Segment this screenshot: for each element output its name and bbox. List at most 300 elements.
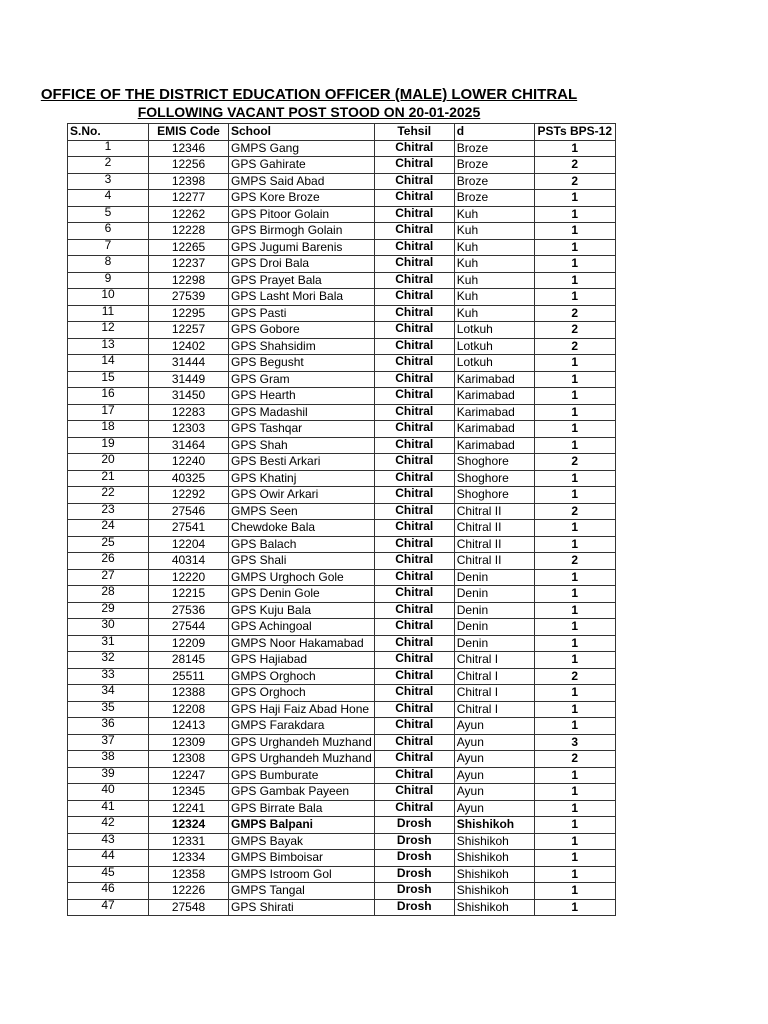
table-row	[68, 553, 616, 570]
cell-emis-code: 27546	[149, 503, 229, 520]
cell-sno: 31	[68, 635, 149, 652]
title-line-2: FOLLOWING VACANT POST STOOD ON 20-01-2025	[137, 104, 481, 120]
cell-sno: 35	[68, 701, 149, 718]
cell-school: GPS Achingoal	[229, 619, 375, 636]
cell-d: Broze	[454, 157, 534, 174]
cell-emis-code: 40325	[149, 470, 229, 487]
cell-tehsil: Chitral	[374, 437, 454, 454]
cell-tehsil: Chitral	[374, 140, 454, 157]
cell-emis-code: 12292	[149, 487, 229, 504]
cell-emis-code: 12283	[149, 404, 229, 421]
cell-tehsil: Chitral	[374, 404, 454, 421]
table-row	[68, 520, 616, 537]
cell-psts: 1	[534, 239, 615, 256]
cell-sno: 11	[68, 305, 149, 322]
cell-tehsil: Chitral	[374, 256, 454, 273]
cell-school: GMPS Said Abad	[229, 173, 375, 190]
cell-emis-code: 27541	[149, 520, 229, 537]
cell-psts: 1	[534, 833, 615, 850]
cell-sno: 10	[68, 289, 149, 306]
cell-d: Kuh	[454, 239, 534, 256]
cell-d: Karimabad	[454, 421, 534, 438]
header-tehsil: Tehsil	[374, 124, 454, 141]
table-row	[68, 256, 616, 273]
table-row	[68, 569, 616, 586]
cell-school: GMPS Orghoch	[229, 668, 375, 685]
cell-d: Karimabad	[454, 388, 534, 405]
cell-tehsil: Chitral	[374, 371, 454, 388]
cell-sno: 21	[68, 470, 149, 487]
cell-d: Shishikoh	[454, 883, 534, 900]
table-row	[68, 503, 616, 520]
table-row	[68, 602, 616, 619]
cell-psts: 1	[534, 355, 615, 372]
cell-d: Chitral I	[454, 668, 534, 685]
cell-d: Karimabad	[454, 437, 534, 454]
cell-emis-code: 12331	[149, 833, 229, 850]
cell-psts: 1	[534, 536, 615, 553]
cell-sno: 30	[68, 619, 149, 636]
cell-sno: 34	[68, 685, 149, 702]
cell-sno: 5	[68, 206, 149, 223]
cell-d: Denin	[454, 602, 534, 619]
cell-sno: 38	[68, 751, 149, 768]
cell-d: Shishikoh	[454, 866, 534, 883]
cell-psts: 1	[534, 635, 615, 652]
cell-d: Ayun	[454, 784, 534, 801]
cell-d: Shoghore	[454, 454, 534, 471]
cell-emis-code: 27544	[149, 619, 229, 636]
cell-school: GPS Gobore	[229, 322, 375, 339]
table-row	[68, 734, 616, 751]
cell-d: Shishikoh	[454, 817, 534, 834]
cell-emis-code: 12256	[149, 157, 229, 174]
table-row	[68, 223, 616, 240]
cell-school: GPS Madashil	[229, 404, 375, 421]
cell-emis-code: 12220	[149, 569, 229, 586]
cell-school: GMPS Gang	[229, 140, 375, 157]
cell-tehsil: Chitral	[374, 454, 454, 471]
cell-school: GPS Bumburate	[229, 767, 375, 784]
table-row	[68, 190, 616, 207]
cell-tehsil: Drosh	[374, 866, 454, 883]
table-row	[68, 701, 616, 718]
cell-d: Ayun	[454, 767, 534, 784]
cell-sno: 16	[68, 388, 149, 405]
cell-d: Denin	[454, 569, 534, 586]
table-row	[68, 899, 616, 916]
cell-psts: 2	[534, 322, 615, 339]
cell-tehsil: Chitral	[374, 272, 454, 289]
cell-sno: 26	[68, 553, 149, 570]
table-row	[68, 833, 616, 850]
cell-emis-code: 12257	[149, 322, 229, 339]
cell-sno: 32	[68, 652, 149, 669]
cell-d: Ayun	[454, 718, 534, 735]
cell-d: Lotkuh	[454, 355, 534, 372]
cell-psts: 1	[534, 817, 615, 834]
cell-school: GPS Shirati	[229, 899, 375, 916]
table-row	[68, 487, 616, 504]
cell-emis-code: 31444	[149, 355, 229, 372]
cell-emis-code: 31449	[149, 371, 229, 388]
cell-psts: 1	[534, 272, 615, 289]
vacant-posts-table	[67, 123, 616, 916]
cell-tehsil: Chitral	[374, 553, 454, 570]
cell-emis-code: 31450	[149, 388, 229, 405]
cell-psts: 1	[534, 899, 615, 916]
cell-tehsil: Chitral	[374, 289, 454, 306]
cell-sno: 14	[68, 355, 149, 372]
cell-sno: 37	[68, 734, 149, 751]
cell-psts: 1	[534, 289, 615, 306]
cell-tehsil: Chitral	[374, 388, 454, 405]
cell-d: Karimabad	[454, 371, 534, 388]
table-row	[68, 668, 616, 685]
cell-school: GPS Gram	[229, 371, 375, 388]
cell-d: Chitral I	[454, 701, 534, 718]
cell-d: Ayun	[454, 734, 534, 751]
cell-tehsil: Chitral	[374, 602, 454, 619]
cell-sno: 45	[68, 866, 149, 883]
cell-d: Broze	[454, 140, 534, 157]
cell-sno: 17	[68, 404, 149, 421]
cell-psts: 2	[534, 668, 615, 685]
table-row	[68, 784, 616, 801]
cell-school: GPS Khatinj	[229, 470, 375, 487]
table-row	[68, 173, 616, 190]
cell-psts: 1	[534, 883, 615, 900]
table-row	[68, 289, 616, 306]
cell-tehsil: Chitral	[374, 421, 454, 438]
cell-psts: 1	[534, 388, 615, 405]
table-row	[68, 800, 616, 817]
cell-emis-code: 12228	[149, 223, 229, 240]
table-body	[68, 140, 616, 916]
table-row	[68, 404, 616, 421]
cell-psts: 1	[534, 866, 615, 883]
table-row	[68, 355, 616, 372]
cell-school: GPS Jugumi Barenis	[229, 239, 375, 256]
cell-sno: 20	[68, 454, 149, 471]
cell-psts: 2	[534, 553, 615, 570]
cell-psts: 3	[534, 734, 615, 751]
cell-psts: 1	[534, 619, 615, 636]
cell-d: Chitral I	[454, 685, 534, 702]
cell-psts: 1	[534, 685, 615, 702]
cell-school: GPS Hajiabad	[229, 652, 375, 669]
cell-sno: 22	[68, 487, 149, 504]
cell-sno: 4	[68, 190, 149, 207]
cell-d: Lotkuh	[454, 322, 534, 339]
cell-d: Chitral II	[454, 503, 534, 520]
cell-psts: 1	[534, 470, 615, 487]
table-row	[68, 421, 616, 438]
header-sno: S.No.	[68, 124, 149, 141]
cell-tehsil: Chitral	[374, 239, 454, 256]
table-row	[68, 866, 616, 883]
cell-d: Shishikoh	[454, 850, 534, 867]
cell-school: GMPS Istroom Gol	[229, 866, 375, 883]
cell-sno: 1	[68, 140, 149, 157]
cell-tehsil: Chitral	[374, 470, 454, 487]
cell-tehsil: Chitral	[374, 487, 454, 504]
cell-tehsil: Chitral	[374, 701, 454, 718]
cell-tehsil: Chitral	[374, 536, 454, 553]
cell-emis-code: 12413	[149, 718, 229, 735]
cell-psts: 1	[534, 404, 615, 421]
cell-d: Kuh	[454, 223, 534, 240]
table-row	[68, 437, 616, 454]
table-row	[68, 767, 616, 784]
cell-school: GPS Gahirate	[229, 157, 375, 174]
cell-tehsil: Drosh	[374, 833, 454, 850]
cell-tehsil: Chitral	[374, 520, 454, 537]
cell-school: GPS Pasti	[229, 305, 375, 322]
cell-psts: 2	[534, 751, 615, 768]
cell-school: GMPS Balpani	[229, 817, 375, 834]
title-line-1: OFFICE OF THE DISTRICT EDUCATION OFFICER (MALE) LOWER CHITRAL	[40, 86, 578, 103]
cell-sno: 18	[68, 421, 149, 438]
cell-school: GPS Shah	[229, 437, 375, 454]
cell-school: GPS Gambak Payeen	[229, 784, 375, 801]
table-row	[68, 751, 616, 768]
cell-tehsil: Chitral	[374, 718, 454, 735]
table-row	[68, 140, 616, 157]
cell-psts: 2	[534, 305, 615, 322]
cell-school: GPS Haji Faiz Abad Hone	[229, 701, 375, 718]
cell-tehsil: Chitral	[374, 635, 454, 652]
cell-emis-code: 40314	[149, 553, 229, 570]
header-school: School	[229, 124, 375, 141]
table-row	[68, 536, 616, 553]
cell-d: Ayun	[454, 800, 534, 817]
header-psts: PSTs BPS-12	[534, 124, 615, 141]
cell-psts: 2	[534, 338, 615, 355]
cell-psts: 1	[534, 520, 615, 537]
cell-psts: 2	[534, 503, 615, 520]
table-row	[68, 272, 616, 289]
table-row	[68, 338, 616, 355]
cell-d: Broze	[454, 173, 534, 190]
cell-tehsil: Chitral	[374, 800, 454, 817]
cell-psts: 2	[534, 173, 615, 190]
cell-sno: 33	[68, 668, 149, 685]
cell-d: Chitral II	[454, 520, 534, 537]
cell-psts: 1	[534, 421, 615, 438]
cell-sno: 7	[68, 239, 149, 256]
cell-school: GPS Shali	[229, 553, 375, 570]
cell-emis-code: 12334	[149, 850, 229, 867]
cell-emis-code: 28145	[149, 652, 229, 669]
cell-emis-code: 12226	[149, 883, 229, 900]
cell-emis-code: 12204	[149, 536, 229, 553]
cell-d: Broze	[454, 190, 534, 207]
table-row	[68, 322, 616, 339]
cell-tehsil: Chitral	[374, 173, 454, 190]
table-row	[68, 685, 616, 702]
cell-school: GPS Kore Broze	[229, 190, 375, 207]
cell-psts: 1	[534, 718, 615, 735]
cell-sno: 29	[68, 602, 149, 619]
cell-psts: 1	[534, 487, 615, 504]
cell-sno: 8	[68, 256, 149, 273]
cell-emis-code: 12277	[149, 190, 229, 207]
cell-psts: 1	[534, 767, 615, 784]
cell-tehsil: Chitral	[374, 586, 454, 603]
cell-sno: 25	[68, 536, 149, 553]
cell-sno: 40	[68, 784, 149, 801]
cell-emis-code: 12308	[149, 751, 229, 768]
cell-emis-code: 31464	[149, 437, 229, 454]
cell-psts: 1	[534, 140, 615, 157]
header-row	[68, 124, 616, 141]
table-row	[68, 454, 616, 471]
cell-d: Shishikoh	[454, 833, 534, 850]
cell-tehsil: Chitral	[374, 751, 454, 768]
cell-d: Kuh	[454, 289, 534, 306]
cell-emis-code: 12215	[149, 586, 229, 603]
cell-school: GPS Shahsidim	[229, 338, 375, 355]
cell-school: GMPS Bimboisar	[229, 850, 375, 867]
cell-d: Denin	[454, 635, 534, 652]
cell-sno: 6	[68, 223, 149, 240]
cell-sno: 43	[68, 833, 149, 850]
cell-tehsil: Chitral	[374, 619, 454, 636]
cell-d: Shoghore	[454, 487, 534, 504]
cell-emis-code: 27536	[149, 602, 229, 619]
cell-psts: 1	[534, 437, 615, 454]
cell-tehsil: Chitral	[374, 734, 454, 751]
cell-tehsil: Chitral	[374, 784, 454, 801]
cell-school: GPS Prayet Bala	[229, 272, 375, 289]
cell-school: GPS Kuju Bala	[229, 602, 375, 619]
cell-d: Chitral II	[454, 553, 534, 570]
cell-emis-code: 12247	[149, 767, 229, 784]
table-row	[68, 371, 616, 388]
cell-d: Kuh	[454, 256, 534, 273]
cell-emis-code: 12240	[149, 454, 229, 471]
cell-school: GMPS Farakdara	[229, 718, 375, 735]
cell-tehsil: Chitral	[374, 767, 454, 784]
cell-school: GPS Birmogh Golain	[229, 223, 375, 240]
cell-sno: 3	[68, 173, 149, 190]
cell-tehsil: Chitral	[374, 322, 454, 339]
cell-d: Chitral II	[454, 536, 534, 553]
cell-emis-code: 12402	[149, 338, 229, 355]
cell-tehsil: Chitral	[374, 338, 454, 355]
cell-d: Kuh	[454, 305, 534, 322]
cell-d: Shishikoh	[454, 899, 534, 916]
cell-emis-code: 12309	[149, 734, 229, 751]
cell-psts: 1	[534, 256, 615, 273]
cell-tehsil: Chitral	[374, 569, 454, 586]
cell-sno: 41	[68, 800, 149, 817]
cell-school: GPS Urghandeh Muzhand	[229, 734, 375, 751]
cell-d: Lotkuh	[454, 338, 534, 355]
cell-sno: 42	[68, 817, 149, 834]
cell-d: Ayun	[454, 751, 534, 768]
cell-emis-code: 25511	[149, 668, 229, 685]
cell-sno: 28	[68, 586, 149, 603]
cell-tehsil: Drosh	[374, 883, 454, 900]
cell-psts: 1	[534, 569, 615, 586]
header-emis-code: EMIS Code	[149, 124, 229, 141]
cell-emis-code: 12398	[149, 173, 229, 190]
cell-school: GPS Lasht Mori Bala	[229, 289, 375, 306]
cell-school: GMPS Tangal	[229, 883, 375, 900]
cell-d: Karimabad	[454, 404, 534, 421]
cell-sno: 24	[68, 520, 149, 537]
cell-school: GMPS Bayak	[229, 833, 375, 850]
cell-tehsil: Chitral	[374, 223, 454, 240]
table-row	[68, 470, 616, 487]
cell-emis-code: 12241	[149, 800, 229, 817]
table-row	[68, 718, 616, 735]
cell-tehsil: Chitral	[374, 652, 454, 669]
cell-d: Kuh	[454, 206, 534, 223]
cell-tehsil: Drosh	[374, 850, 454, 867]
cell-psts: 1	[534, 602, 615, 619]
cell-psts: 1	[534, 206, 615, 223]
cell-tehsil: Chitral	[374, 157, 454, 174]
cell-psts: 1	[534, 371, 615, 388]
cell-emis-code: 27548	[149, 899, 229, 916]
cell-sno: 23	[68, 503, 149, 520]
cell-school: GPS Balach	[229, 536, 375, 553]
table-row	[68, 157, 616, 174]
cell-emis-code: 12265	[149, 239, 229, 256]
cell-psts: 1	[534, 223, 615, 240]
document-title	[40, 86, 578, 122]
cell-emis-code: 12209	[149, 635, 229, 652]
table-row	[68, 850, 616, 867]
cell-school: GPS Pitoor Golain	[229, 206, 375, 223]
cell-tehsil: Chitral	[374, 190, 454, 207]
cell-tehsil: Chitral	[374, 355, 454, 372]
table-row	[68, 817, 616, 834]
cell-school: GMPS Noor Hakamabad	[229, 635, 375, 652]
cell-psts: 1	[534, 850, 615, 867]
cell-emis-code: 12345	[149, 784, 229, 801]
cell-psts: 1	[534, 586, 615, 603]
cell-sno: 15	[68, 371, 149, 388]
cell-school: GPS Denin Gole	[229, 586, 375, 603]
table-row	[68, 305, 616, 322]
cell-d: Denin	[454, 619, 534, 636]
cell-psts: 1	[534, 701, 615, 718]
table-row	[68, 206, 616, 223]
cell-school: GPS Owir Arkari	[229, 487, 375, 504]
cell-psts: 2	[534, 157, 615, 174]
table-row	[68, 635, 616, 652]
cell-sno: 9	[68, 272, 149, 289]
table-row	[68, 652, 616, 669]
cell-sno: 44	[68, 850, 149, 867]
cell-emis-code: 12324	[149, 817, 229, 834]
cell-emis-code: 12358	[149, 866, 229, 883]
cell-sno: 13	[68, 338, 149, 355]
cell-school: Chewdoke Bala	[229, 520, 375, 537]
table-row	[68, 619, 616, 636]
cell-sno: 36	[68, 718, 149, 735]
table-row	[68, 883, 616, 900]
cell-emis-code: 27539	[149, 289, 229, 306]
cell-tehsil: Drosh	[374, 817, 454, 834]
cell-school: GPS Birrate Bala	[229, 800, 375, 817]
table-row	[68, 586, 616, 603]
cell-tehsil: Chitral	[374, 503, 454, 520]
